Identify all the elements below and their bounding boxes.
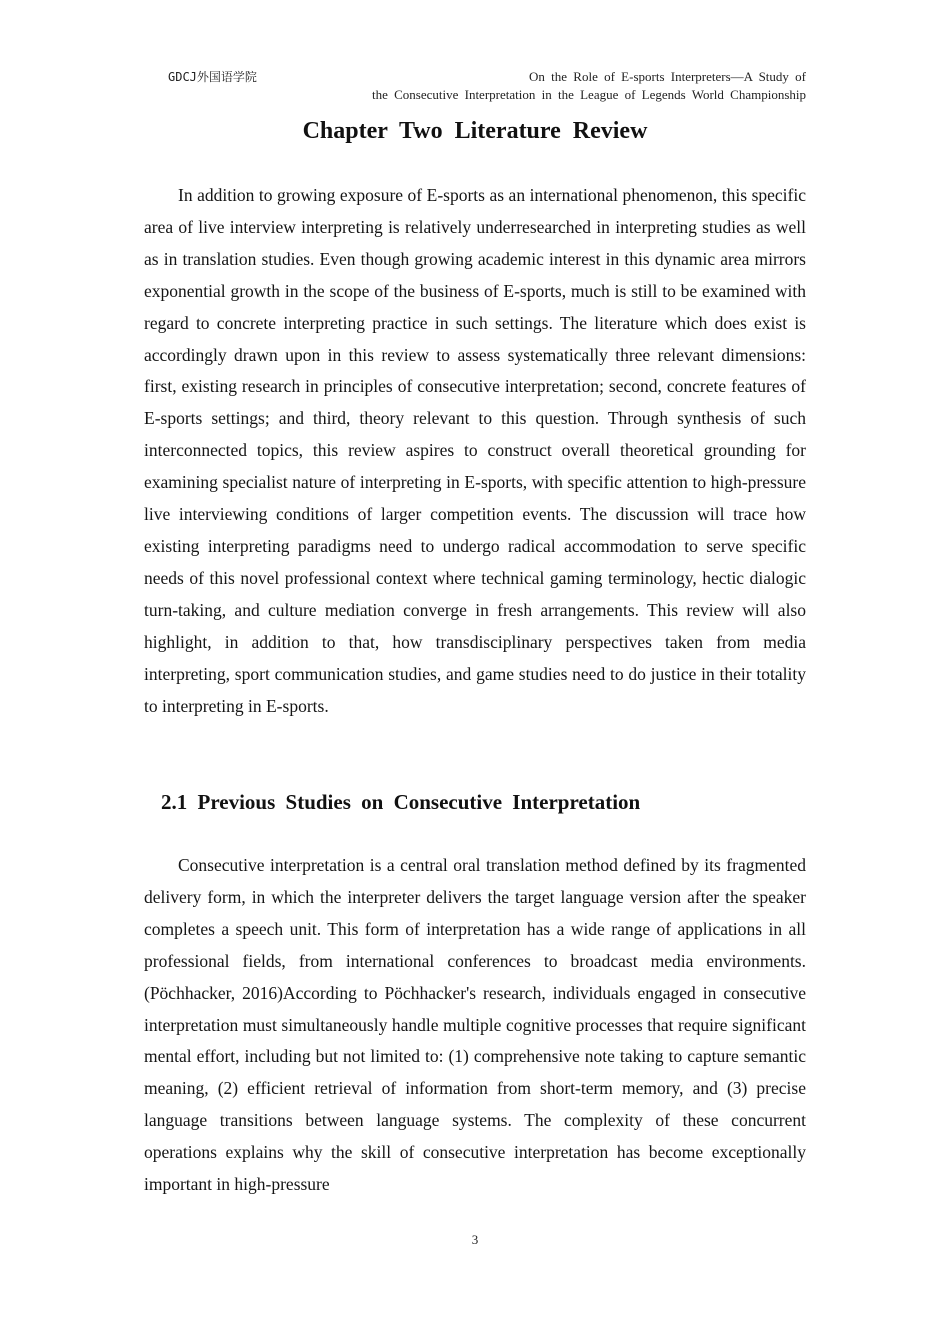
section-title: 2.1 Previous Studies on Consecutive Interpretation	[161, 790, 641, 814]
header-thesis-title	[306, 68, 806, 104]
page-number: 3	[471, 1232, 479, 1247]
header-institution: GDCJ外国语学院	[168, 70, 257, 84]
header-thesis-title-line-2: the Consecutive Interpretation in the League of Legends World Championship	[371, 87, 806, 102]
chapter-title: Chapter Two Literature Review	[302, 118, 648, 144]
header-thesis-title-line-1: On the Role of E-sports Interpreters—A Study of	[529, 69, 806, 84]
section-paragraph: Consecutive interpretation is a central oral translation method defined by its fragmented delivery form, in which the interpreter delivers the target language version after the speaker completes a speech unit. This form of interpretation has a wide range of applications in all professional fields, from international conferences to broadcast media environments. (Pöchhacker, 2016)According to Pöchhacker's research, individuals engaged in consecutive interpretation must simultaneously handle multiple cognitive processes that require significant mental effort, including but not limited to: (1) comprehensive note taking to capture semantic meaning, (2) efficient retrieval of information from short-term memory, and (3) precise language transitions between language systems. The complexity of these concurrent operations explains why the skill of consecutive interpretation has become exceptionally important in high-pressure	[144, 855, 806, 1195]
chapter-intro-paragraph: In addition to growing exposure of E-sports as an international phenomenon, this specific area of live interview interpreting is relatively underresearched in interpreting studies as well as in translation studies. Even though growing academic interest in this dynamic area mirrors exponential growth in the scope of the business of E-sports, much is still to be examined with regard to concrete interpreting practice in such settings. The literature which does exist is accordingly drawn upon in this review to assess systematically three relevant dimensions: first, existing research in principles of consecutive interpretation; second, concrete features of E-sports settings; and third, theory relevant to this question. Through synthesis of such interconnected topics, this review aspires to construct overall theoretical grounding for examining specialist nature of interpreting in E-sports, with specific attention to high-pressure live interviewing conditions of larger competition events. The discussion will trace how existing interpreting paradigms need to undergo radical accommodation to serve specific needs of this novel professional context where technical gaming terminology, hectic dialogic turn-taking, and culture mediation converge in fresh arrangements. This review will also highlight, in addition to that, how transdisciplinary perspectives taken from media interpreting, sport communication studies, and game studies need to do justice in their totality to interpreting in E-sports.	[144, 185, 806, 716]
